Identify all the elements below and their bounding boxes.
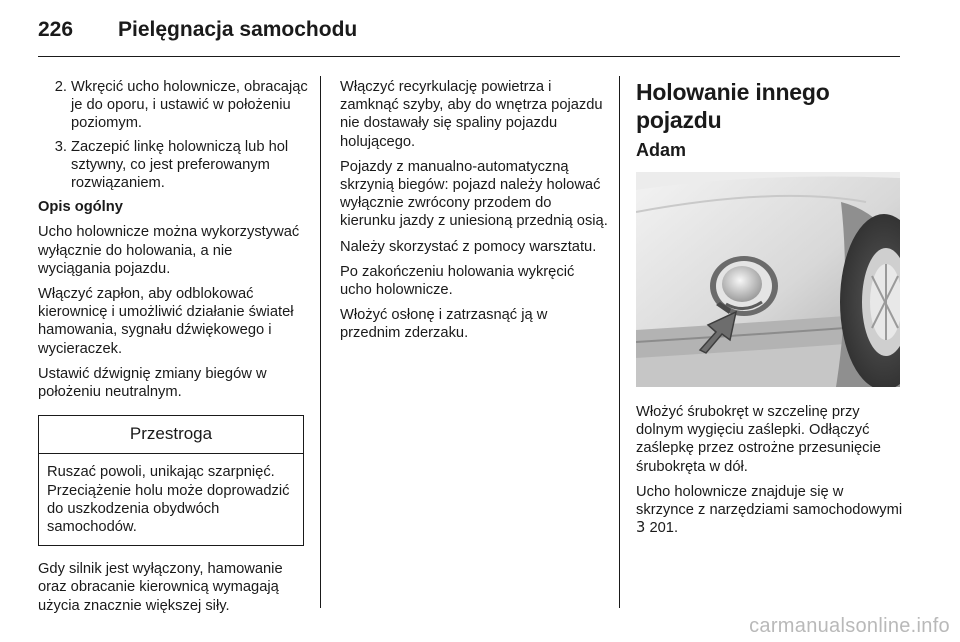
page-header bbox=[38, 14, 357, 46]
paragraph-engine-off: Gdy silnik jest wyłączony, hamowanie oraz obracanie kierownicą wymagają użycia znacznie większej siły. bbox=[38, 561, 283, 614]
section-subtitle: Adam bbox=[636, 140, 687, 160]
step-text: Wkręcić ucho holownicze, obracając je do oporu, i ustawić w położeniu poziomym. bbox=[71, 79, 308, 132]
page-reference: 201. bbox=[645, 520, 679, 537]
paragraph-ignition: Włączyć zapłon, aby odblokować kierownicę i umożliwić działanie świateł hamowania, sygnału dźwiękowego i wycieraczek. bbox=[38, 286, 294, 357]
warning-text: Ruszać powoli, unikając szarpnięć. Przeciążenie holu może doprowadzić do uszkodzenia obydwóch samochodów. bbox=[47, 464, 290, 536]
column-divider bbox=[320, 76, 321, 608]
paragraph-cover: Włożyć osłonę i zatrzasnąć ją w przednim zderzaku. bbox=[340, 307, 548, 342]
step-text: Zaczepić linkę holowniczą lub hol sztywny, co jest preferowanym rozwiązaniem. bbox=[71, 138, 289, 192]
warning-box bbox=[38, 415, 304, 546]
page-number: 226 bbox=[38, 18, 74, 41]
column-left bbox=[38, 78, 308, 622]
general-text: Ucho holownicze można wykorzystywać wyłącznie do holowania, a nie wyciągania pojazdu. bbox=[38, 224, 300, 277]
paragraph-screwdriver: Włożyć śrubokręt w szczelinę przy dolnym wygięciu zaślepki. Odłączyć zaślepkę przez ostrożne przesunięcie śrubokręta w dół. bbox=[636, 404, 881, 475]
toolbox-text: Ucho holownicze znajduje się w skrzynce z narzędziami samochodowymi bbox=[636, 483, 903, 519]
watermark: carmanualsonline.info bbox=[749, 615, 950, 637]
paragraph-toolbox bbox=[636, 483, 904, 538]
paragraph-automatic: Pojazdy z manualno-automatyczną skrzynią biegów: pojazd należy holować wyłącznie zwrócony przodem do kierunku jazdy z uniesioną przednią osią. bbox=[340, 158, 608, 230]
paragraph-workshop: Należy skorzystać z pomocy warsztatu. bbox=[340, 238, 597, 255]
paragraph-recirculation: Włączyć recyrkulację powietrza i zamknąć szyby, aby do wnętrza pojazdu nie dostawały się spaliny pojazdu holującego. bbox=[340, 79, 603, 150]
general-heading: Opis ogólny bbox=[38, 199, 123, 216]
column-divider bbox=[619, 76, 620, 608]
section-title: Holowanie innego pojazdu bbox=[636, 79, 830, 133]
list-item bbox=[38, 138, 308, 193]
list-item bbox=[38, 78, 308, 133]
towing-eye-cover-photo bbox=[636, 172, 900, 387]
column-right bbox=[636, 78, 904, 544]
page-title: Pielęgnacja samochodu bbox=[118, 18, 358, 41]
column-middle bbox=[340, 78, 610, 350]
step-number: 3. bbox=[54, 138, 67, 155]
warning-title: Przestroga bbox=[39, 416, 303, 454]
step-number: 2. bbox=[54, 79, 67, 95]
header-divider bbox=[38, 56, 900, 57]
page-reference-arrow-icon: 3 bbox=[636, 519, 646, 537]
steps-list bbox=[38, 78, 308, 192]
paragraph-unscrew: Po zakończeniu holowania wykręcić ucho holownicze. bbox=[340, 263, 575, 299]
paragraph-neutral: Ustawić dźwignię zmiany biegów w położeniu neutralnym. bbox=[38, 365, 267, 401]
